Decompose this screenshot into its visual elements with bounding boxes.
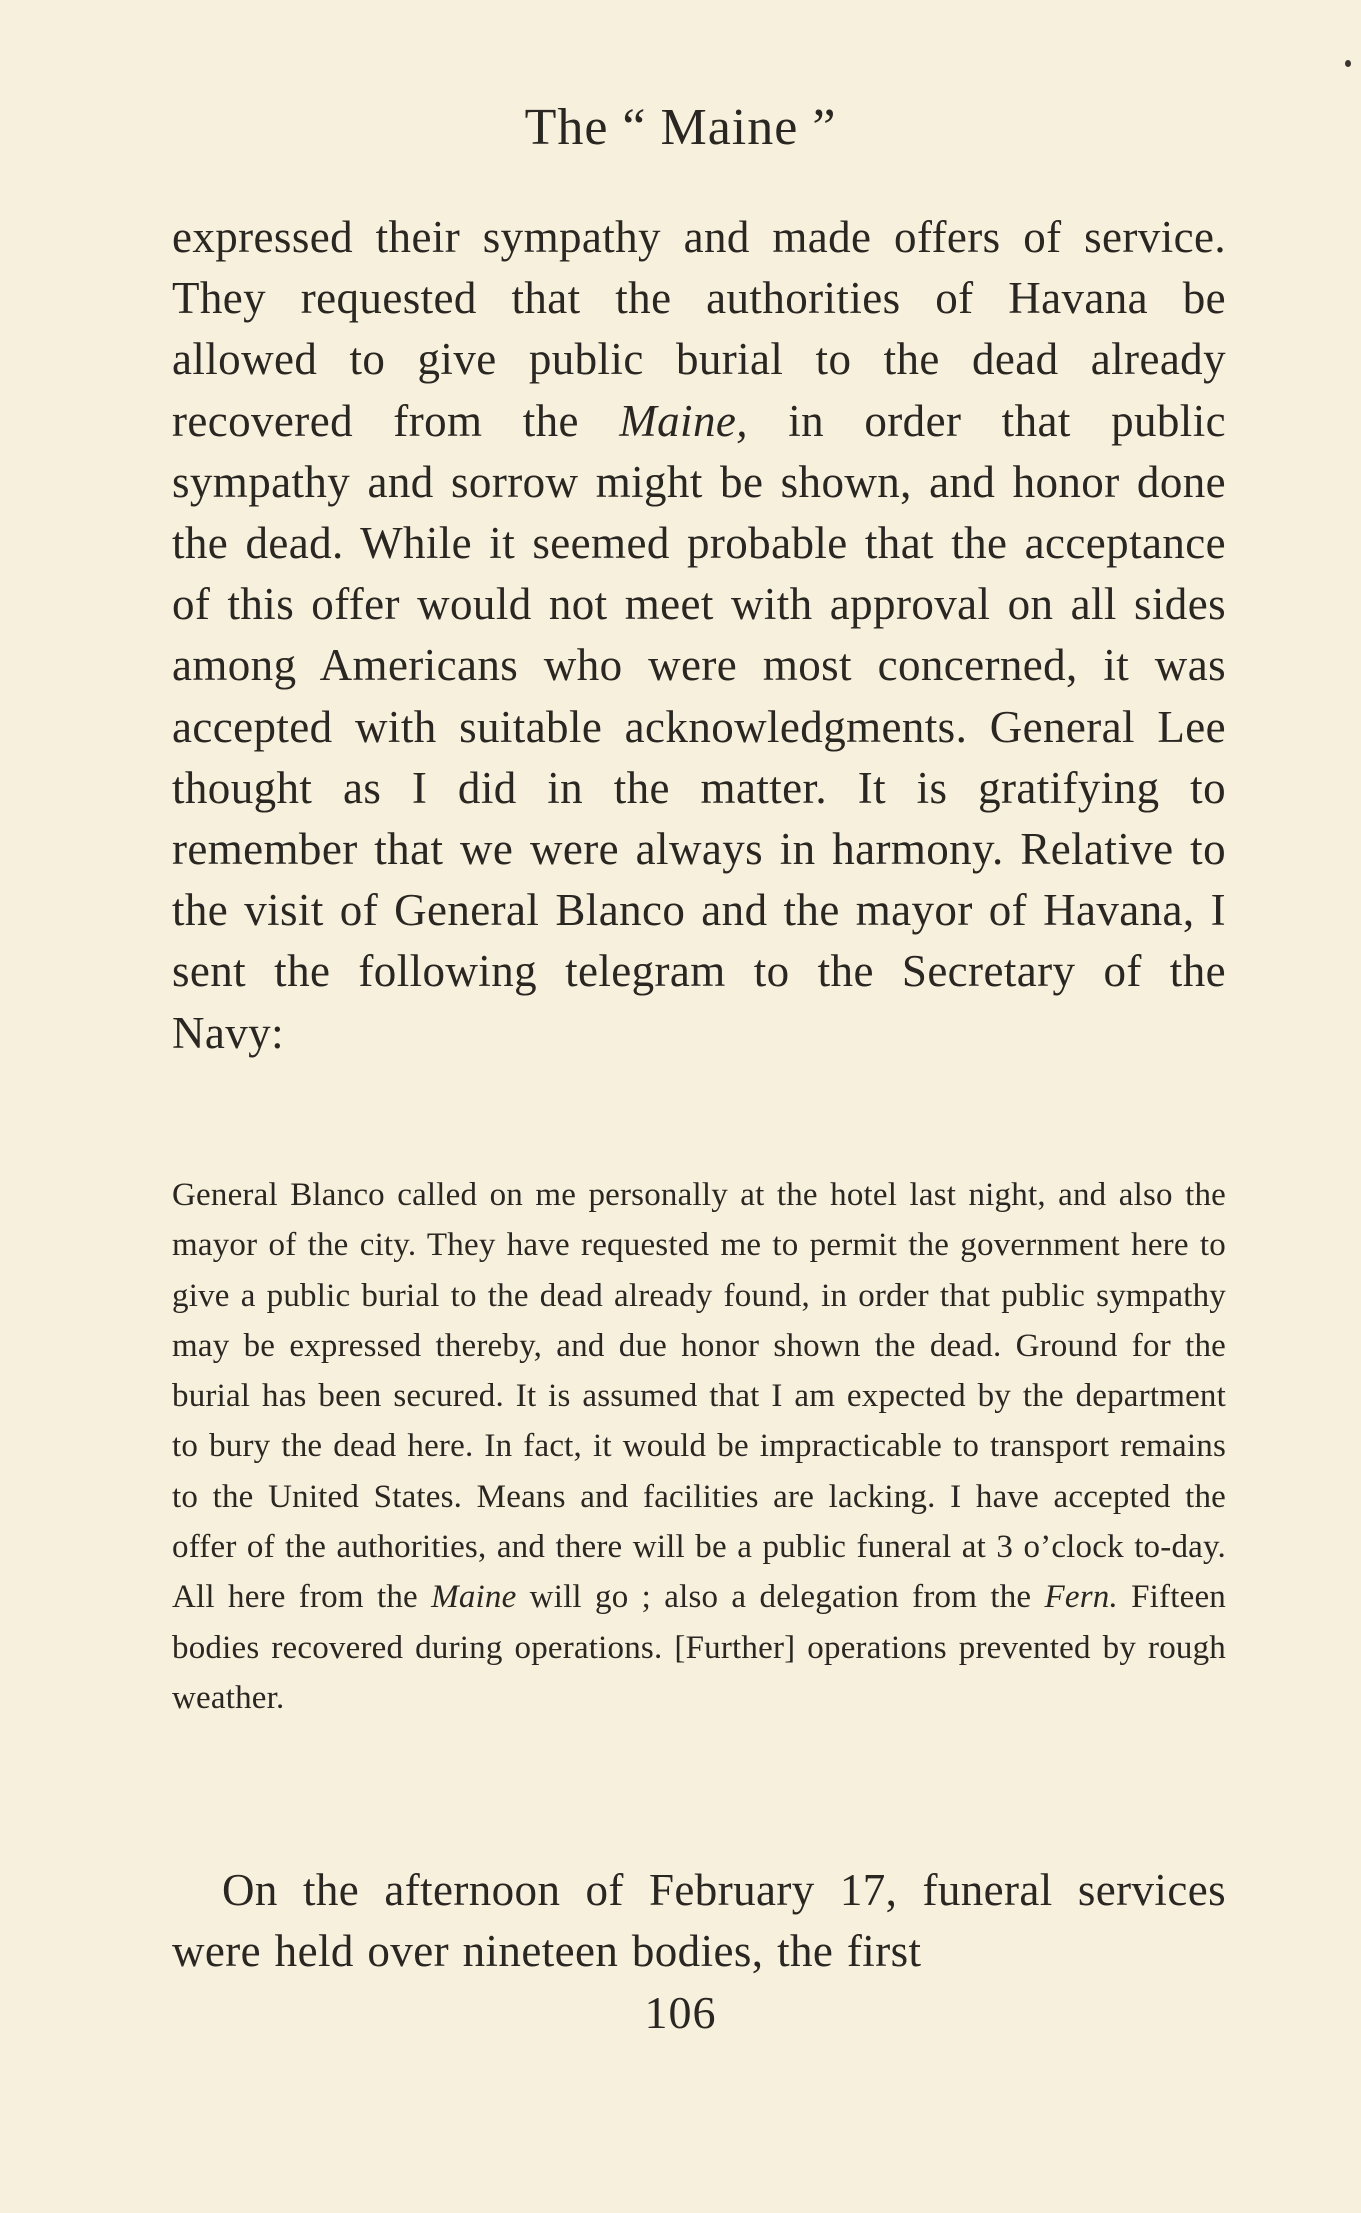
paragraph-1 xyxy=(172,207,1226,1064)
ship-name-italic: Maine, xyxy=(619,395,748,446)
telegram-ship-italic: Maine xyxy=(431,1579,517,1616)
telegram-quote xyxy=(172,1170,1226,1723)
telegram-text-a: General Blanco called on me personally at the hotel last night, and also the mayor of the city. They have requested me to permit the government here to give a public burial to the dead already found, in order that public sympathy may be expressed thereby, and due honor shown the dead. Ground for the burial has been secured. It is assumed that I am expected by the department to bury the dead here. In fact, it would be impracticable to transport remains to the United States. Means and facilities are lacking. I have accepted the offer of the authorities, and there will be a public funeral at 3 o’clock to-day. All here from the xyxy=(172,1177,1226,1616)
telegram-fern-italic: Fern. xyxy=(1044,1579,1118,1616)
ink-speck xyxy=(1345,60,1351,67)
paragraph-1-text-b: in order that public sympathy and sorrow might be shown, and honor done the dead. While it seemed probable that the acceptance of this offer would not meet with approval on all sides among Americans who were most concerned, it was accepted with suitable acknowledgments. General Lee thought as I did in the matter. It is gratifying to remember that we were always in harmony. Relative to the visit of General Blanco and the mayor of Havana, I sent the following telegram to the Secretary of the Navy: xyxy=(172,395,1226,1058)
telegram-text-c: Fifteen bodies recovered during operations. [Further] operations prevented by rough weather. xyxy=(172,1579,1227,1716)
telegram-text-b: will go ; also a delegation from the xyxy=(516,1579,1045,1616)
page-number: 106 xyxy=(644,1987,717,2038)
paragraph-1-text-a: expressed their sympathy and made offers of service. They requested that the authorities of Havana be allowed to give public burial to the dead already recovered from the xyxy=(172,212,1226,446)
paragraph-2: On the afternoon of February 17, funeral services were held over nineteen bodies, the first xyxy=(172,1865,1226,1977)
running-head: The “ Maine ” xyxy=(524,99,837,156)
